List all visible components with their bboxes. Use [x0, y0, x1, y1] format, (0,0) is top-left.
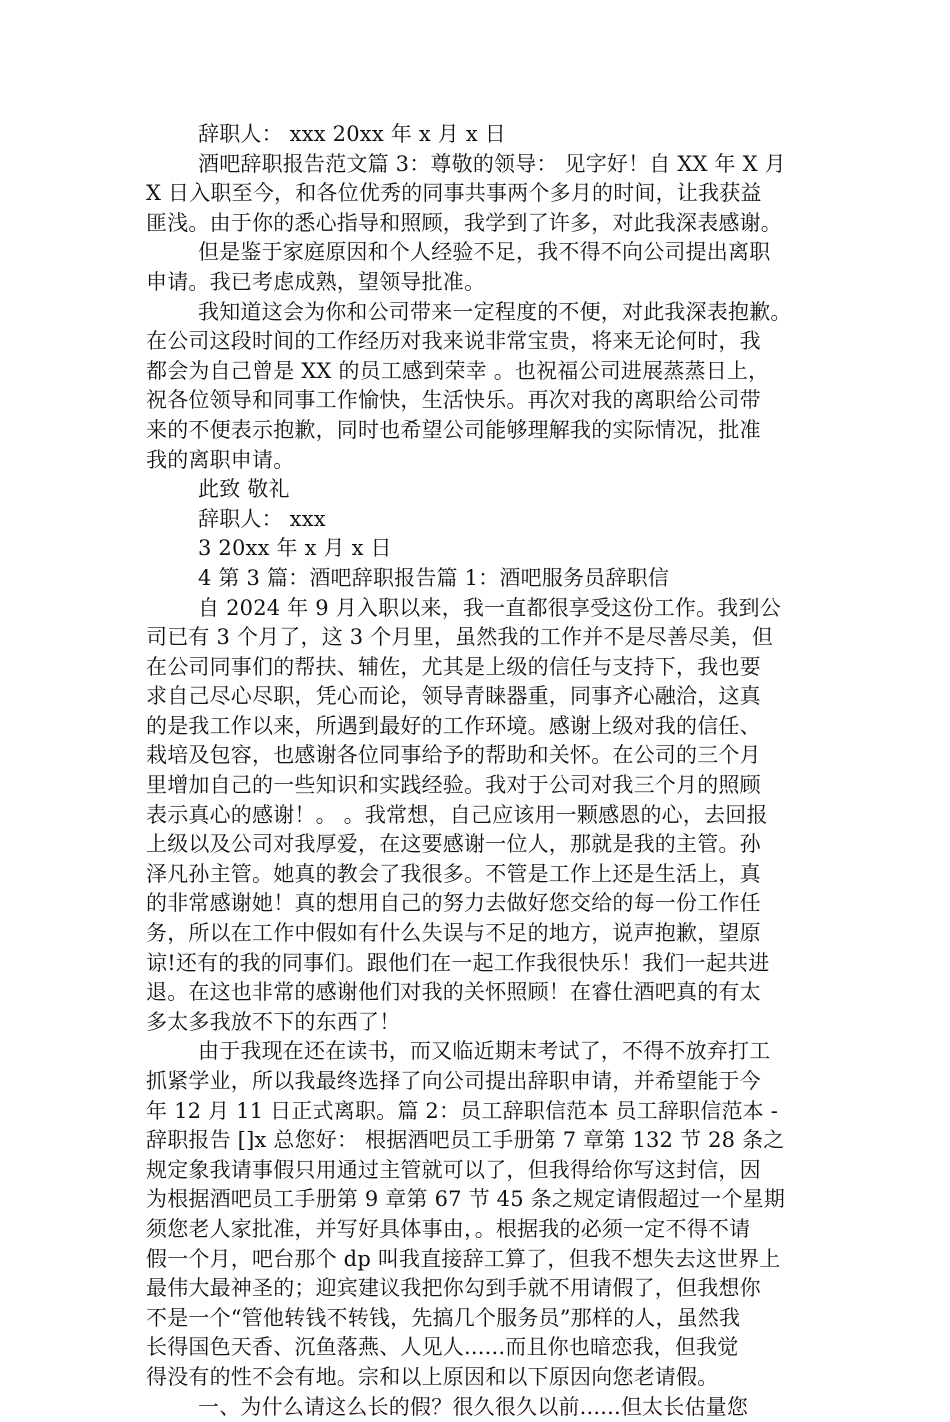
text-line: 匪浅。由于你的悉心指导和照顾，我学到了许多，对此我深表感谢。 [146, 210, 782, 235]
text-line: 假一个月，吧台那个 dp 叫我直接辞工算了，但我不想失去这世界上 [146, 1246, 781, 1271]
text-line: 司已有 3 个月了，这 3 个月里，虽然我的工作并不是尽善尽美，但 [146, 625, 774, 650]
text-line: 3 20xx 年 x 月 x 日 [198, 536, 392, 561]
text-line: 辞职报告 []x 总您好： 根据酒吧员工手册第 7 章第 132 节 28 条之 [146, 1128, 785, 1153]
text-line: 都会为自己曾是 XX 的员工感到荣幸 。也祝福公司进展蒸蒸日上， [146, 358, 770, 383]
text-line: 年 12 月 11 日正式离职。篇 2：员工辞职信范本 员工辞职信范本 - [146, 1098, 779, 1123]
text-line: 的是我工作以来，所遇到最好的工作环境。感谢上级对我的信任、 [146, 713, 761, 738]
text-line: 栽培及包容，也感谢各位同事给予的帮助和关怀。在公司的三个月 [146, 743, 761, 768]
text-line: 抓紧学业，所以我最终选择了向公司提出辞职申请，并希望能于今 [146, 1069, 761, 1093]
text-line: 多太多我放不下的东西了！ [146, 1009, 401, 1034]
text-line: 须您老人家批准，并写好具体事由，。根据我的必须一定不得不请 [146, 1216, 751, 1241]
text-line: 里增加自己的一些知识和实践经验。我对于公司对我三个月的照顾 [146, 773, 761, 798]
text-line: 得没有的性不会有地。宗和以上原因和以下原因向您老请假。 [146, 1364, 719, 1389]
text-line: 求自己尽心尽职，凭心而论，领导青睐器重，同事齐心融洽，这真 [146, 684, 761, 709]
text-line: 在公司这段时间的工作经历对我来说非常宝贵，将来无论何时，我 [146, 329, 761, 354]
text-line: 谅!还有的我的同事们。跟他们在一起工作我很快乐！我们一起共进 [146, 950, 770, 975]
text-line: 申请。我已考虑成熟，望领导批准。 [146, 269, 486, 294]
text-line: 4 第 3 篇：酒吧辞职报告篇 1：酒吧服务员辞职信 [198, 565, 669, 590]
document-body [146, 120, 818, 1422]
text-line: 上级以及公司对我厚爱，在这要感谢一位人，那就是我的主管。孙 [146, 832, 761, 857]
text-line: 的非常感谢她！真的想用自己的努力去做好您交给的每一份工作任 [146, 891, 761, 916]
text-line: X 日入职至今，和各位优秀的同事共事两个多月的时间，让我获益 [146, 181, 762, 206]
text-line: 我知道这会为你和公司带来一定程度的不便，对此我深表抱歉。 [198, 299, 792, 324]
text-line: 酒吧辞职报告范文篇 3：尊敬的领导： 见字好！自 XX 年 X 月 [198, 151, 786, 176]
text-line: 来的不便表示抱歉，同时也希望公司能够理解我的实际情况，批准 [146, 417, 761, 442]
text-line: 此致 敬礼 [198, 477, 290, 502]
text-line: 在公司同事们的帮扶、辅佐，尤其是上级的信任与支持下，我也要 [146, 654, 761, 679]
text-line: 退。在这也非常的感谢他们对我的关怀照顾！在睿仕酒吧真的有太 [146, 980, 761, 1005]
text-line: 自 2024 年 9 月入职以来，我一直都很享受这份工作。我到公 [198, 595, 781, 620]
text-line: 辞职人： xxx 20xx 年 x 月 x 日 [198, 122, 506, 146]
text-line: 务，所以在工作中假如有什么失误与不足的地方，说声抱歉，望原 [146, 921, 761, 946]
text-line: 我的离职申请。 [146, 447, 295, 472]
text-line: 规定象我请事假只用通过主管就可以了，但我得给你写这封信，因 [146, 1157, 761, 1182]
text-line: 长得国色天香、沉鱼落燕、人见人......而且你也暗恋我，但我觉 [146, 1335, 739, 1360]
text-line: 但是鉴于家庭原因和个人经验不足，我不得不向公司提出离职 [198, 240, 771, 265]
text-line: 祝各位领导和同事工作愉快，生活快乐。再次对我的离职给公司带 [146, 388, 761, 413]
text-line: 泽凡孙主管。她真的教会了我很多。不管是工作上还是生活上，真 [146, 861, 761, 886]
text-line: 为根据酒吧员工手册第 9 章第 67 节 45 条之规定请假超过一个星期 [146, 1187, 786, 1212]
text-line: 辞职人： xxx [198, 506, 326, 531]
text-line: 由于我现在还在读书，而又临近期末考试了，不得不放弃打工 [198, 1039, 771, 1064]
text-line: 一、为什么请这么长的假？很久很久以前......但太长估量您 [198, 1394, 749, 1419]
text-line: 最伟大最神圣的；迎宾建议我把你勾到手就不用请假了，但我想你 [146, 1276, 761, 1301]
text-line: 表示真心的感谢！。 。我常想，自己应该用一颗感恩的心，去回报 [146, 802, 768, 827]
text-line: 不是一个“管他转钱不转钱，先搞几个服务员”那样的人，虽然我 [146, 1305, 741, 1330]
